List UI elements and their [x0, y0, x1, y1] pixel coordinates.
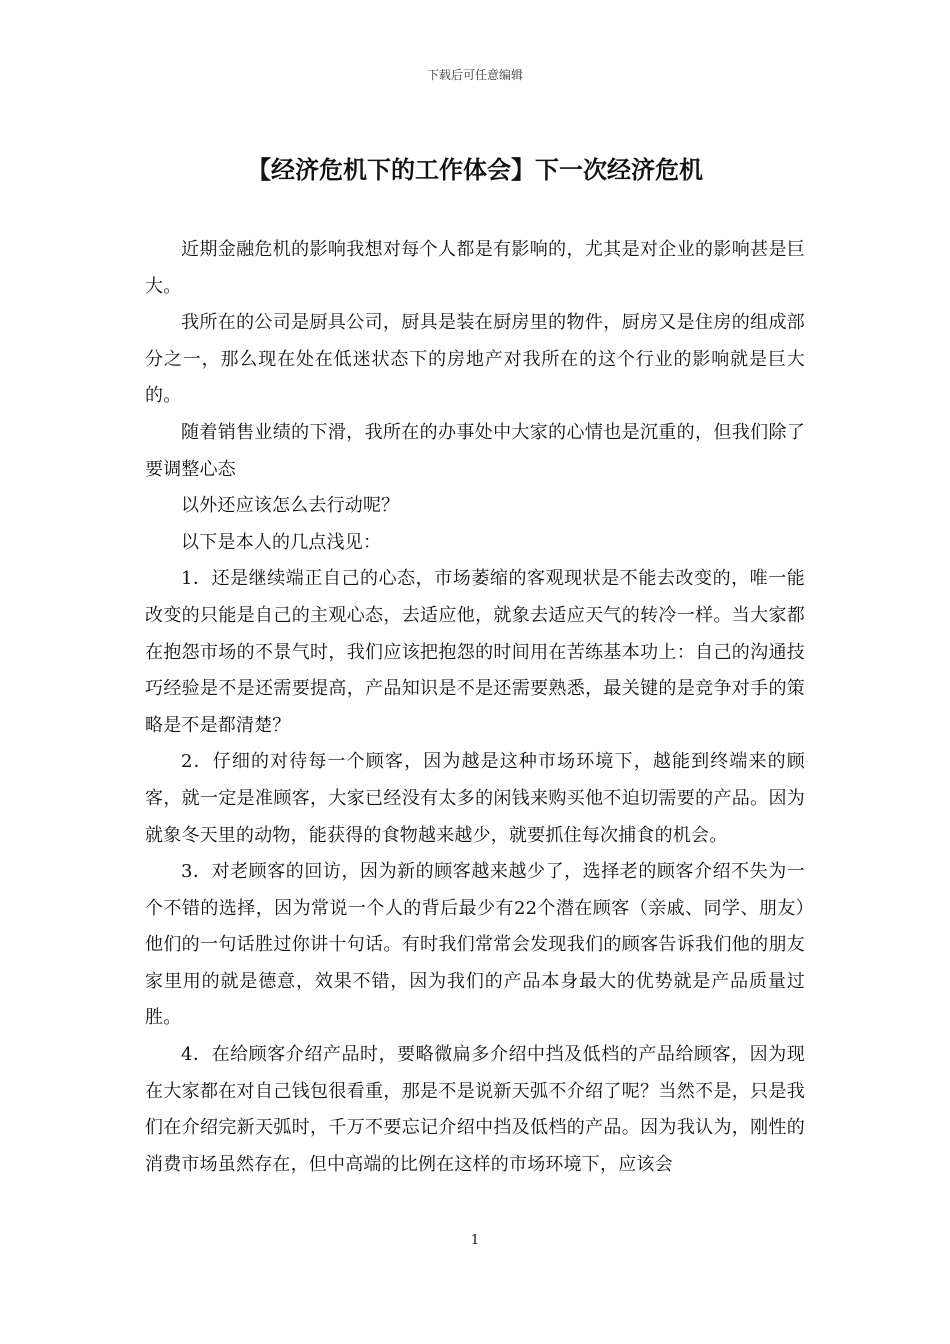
paragraph: 随着销售业绩的下滑，我所在的办事处中大家的心情也是沉重的，但我们除了要调整心态	[145, 421, 805, 480]
paragraph: 2．仔细的对待每一个顾客，因为越是这种市场环境下，越能到终端来的顾客，就一定是准顾客，大家已经没有太多的闲钱来购买他不迫切需要的产品。因为就象冬天里的动物，能获得的食物越来越少，就要抓住每次捕食的机会。	[145, 751, 805, 846]
header-note: 下载后可任意编辑	[426, 68, 523, 82]
paragraph: 以下是本人的几点浅见：	[181, 531, 382, 553]
paragraph: 以外还应该怎么去行动呢？	[181, 495, 400, 517]
paragraph: 1．还是继续端正自己的心态，市场萎缩的客观现状是不能去改变的，唯一能改变的只能是自己的主观心态，去适应他，就象去适应天气的转冷一样。当大家都在抱怨市场的不景气时，我们应该把抱怨的时间用在苦练基本功上：自己的沟通技巧经验是不是还需要提高，产品知识是不是还需要熟悉，最关键的是竞争对手的策略是不是都清楚？	[145, 568, 805, 736]
paragraph: 4．在给顾客介绍产品时，要略微扁多介绍中挡及低档的产品给顾客，因为现在大家都在对自己钱包很看重，那是不是说新天弧不介绍了呢？当然不是，只是我们在介绍完新天弧时，千万不要忘记介绍中挡及低档的产品。因为我认为，刚性的消费市场虽然存在，但中高端的比例在这样的市场环境下，应该会	[145, 1044, 805, 1175]
document-body	[145, 232, 805, 1183]
paragraph: 3．对老顾客的回访，因为新的顾客越来越少了，选择老的顾客介绍不失为一个不错的选择，因为常说一个人的背后最少有22个潜在顾客（亲戚、同学、朋友）他们的一句话胜过你讲十句话。有时我们常常会发现我们的顾客告诉我们他的朋友家里用的就是德意，效果不错，因为我们的产品本身最大的优势就是产品质量过胜。	[145, 861, 805, 1029]
paragraph: 近期金融危机的影响我想对每个人都是有影响的，尤其是对企业的影响甚是巨大。	[145, 239, 805, 297]
page-number: 1	[470, 1233, 480, 1248]
paragraph: 我所在的公司是厨具公司，厨具是装在厨房里的物件，厨房又是住房的组成部分之一，那么现在处在低迷状态下的房地产对我所在的这个行业的影响就是巨大的。	[145, 312, 805, 407]
document-title: 【经济危机下的工作体会】下一次经济危机	[247, 156, 703, 184]
